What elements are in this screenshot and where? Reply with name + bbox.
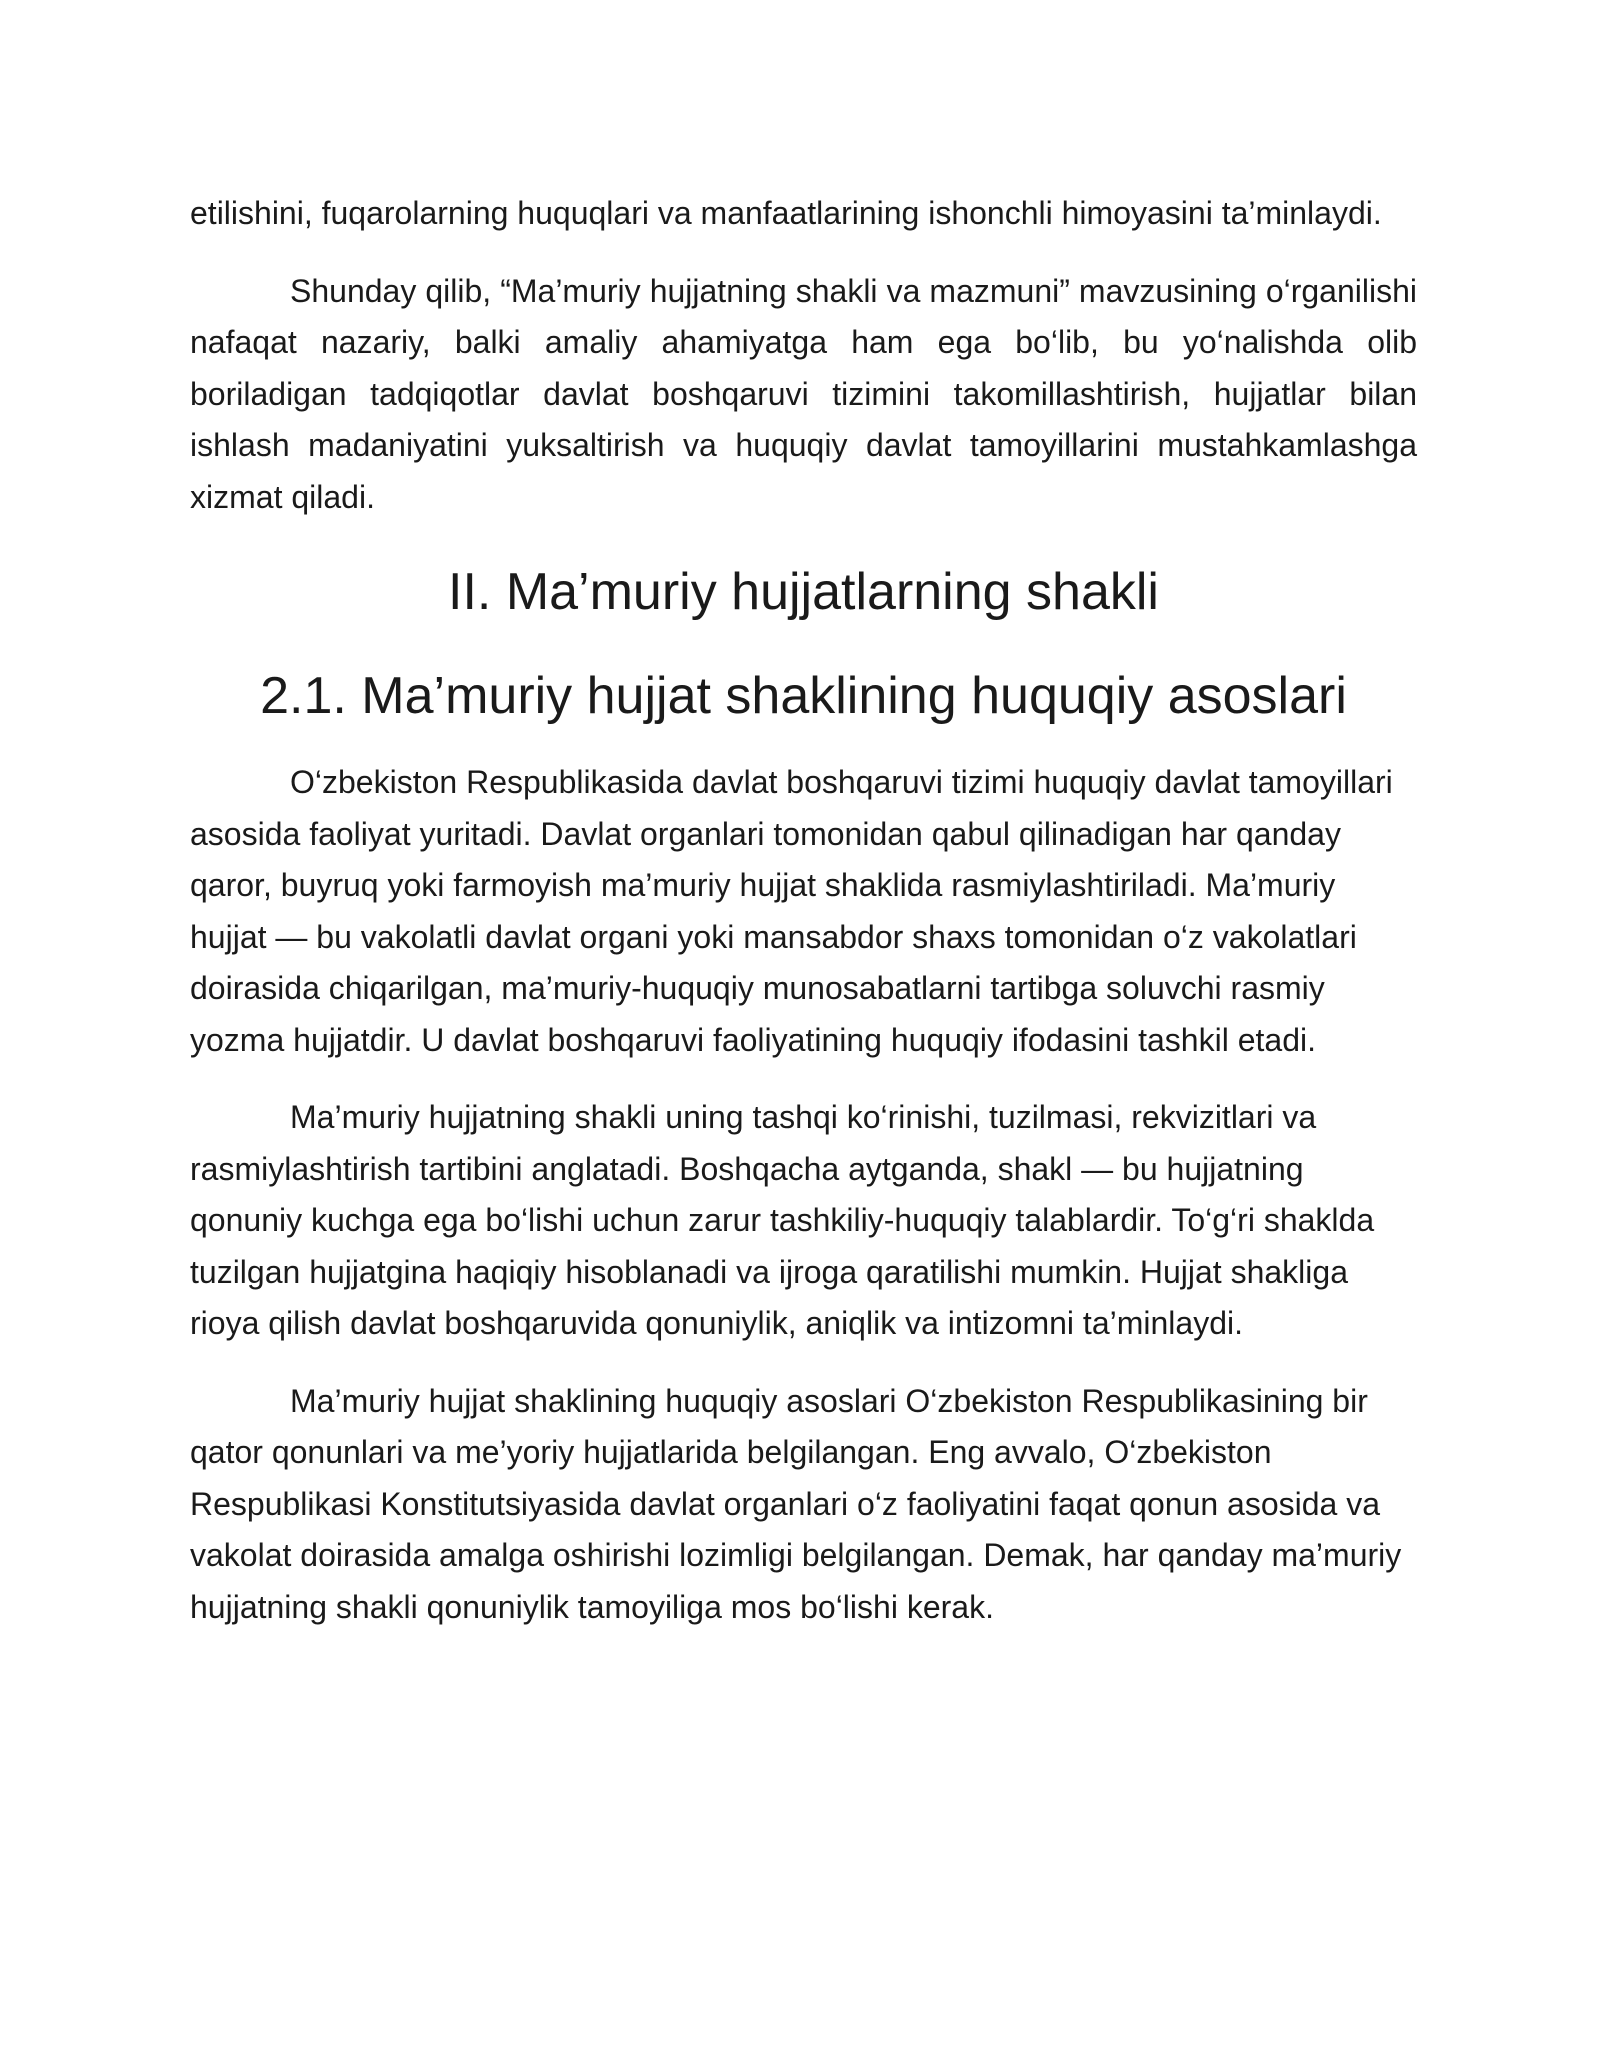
paragraph-section-1: O‘zbekiston Respublikasida davlat boshqaruvi tizimi huquqiy davlat tamoyillari asosida faoliyat yuritadi. Davlat organlari tomonidan qabul qilinadigan har qanday qaror, buyruq yoki farmoyish ma’muriy hujjat shaklida rasmiylashtiriladi. Ma’muriy hujjat — bu vakolatli davlat organi yoki mansabdor shaxs tomonidan o‘z vakolatlari doirasida chiqarilgan, ma’muriy-huquqiy munosabatlarni tartibga soluvchi rasmiy yozma hujjatdir. U davlat boshqaruvi faoliyatining huquqiy ifodasini tashkil etadi. [190,764,1393,1058]
section-heading: 2.1. Ma’muriy hujjat shaklining huquqiy asoslari [260,667,1347,725]
paragraph-section-2: Ma’muriy hujjatning shakli uning tashqi ko‘rinishi, tuzilmasi, rekvizitlari va rasmiylashtirish tartibini anglatadi. Boshqacha aytganda, shakl — bu hujjatning qonuniy kuchga ega bo‘lishi uchun zarur tashkiliy-huquqiy talablardir. To‘g‘ri shaklda tuzilgan hujjatgina haqiqiy hisoblanadi va ijroga qaratilishi mumkin. Hujjat shakliga rioya qilish davlat boshqaruvida qonuniylik, aniqlik va intizomni ta’minlaydi. [190,1099,1375,1341]
document-body [190,188,1417,1633]
paragraph-summary: Shunday qilib, “Ma’muriy hujjatning shakli va mazmuni” mavzusining o‘rganilishi nafaqat nazariy, balki amaliy ahamiyatga ham ega bo‘lib, bu yo‘nalishda olib boriladigan tadqiqotlar davlat boshqaruvi tizimini takomillashtirish, hujjatlar bilan ishlash madaniyatini yuksaltirish va huquqiy davlat tamoyillarini mustahkamlashga xizmat qiladi. [190,272,1417,515]
paragraph-continuation: etilishini, fuqarolarning huquqlari va manfaatlarining ishonchli himoyasini ta’minlaydi. [190,195,1382,231]
paragraph-section-3: Ma’muriy hujjat shaklining huquqiy asoslari O‘zbekiston Respublikasining bir qator qonunlari va me’yoriy hujjatlarida belgilangan. Eng avvalo, O‘zbekiston Respublikasi Konstitutsiyasida davlat organlari o‘z faoliyatini faqat qonun asosida va vakolat doirasida amalga oshirishi lozimligi belgilangan. Demak, har qanday ma’muriy hujjatning shakli qonuniylik tamoyiliga mos bo‘lishi kerak. [190,1382,1402,1625]
chapter-heading: II. Ma’muriy hujjatlarning shakli [448,563,1159,621]
